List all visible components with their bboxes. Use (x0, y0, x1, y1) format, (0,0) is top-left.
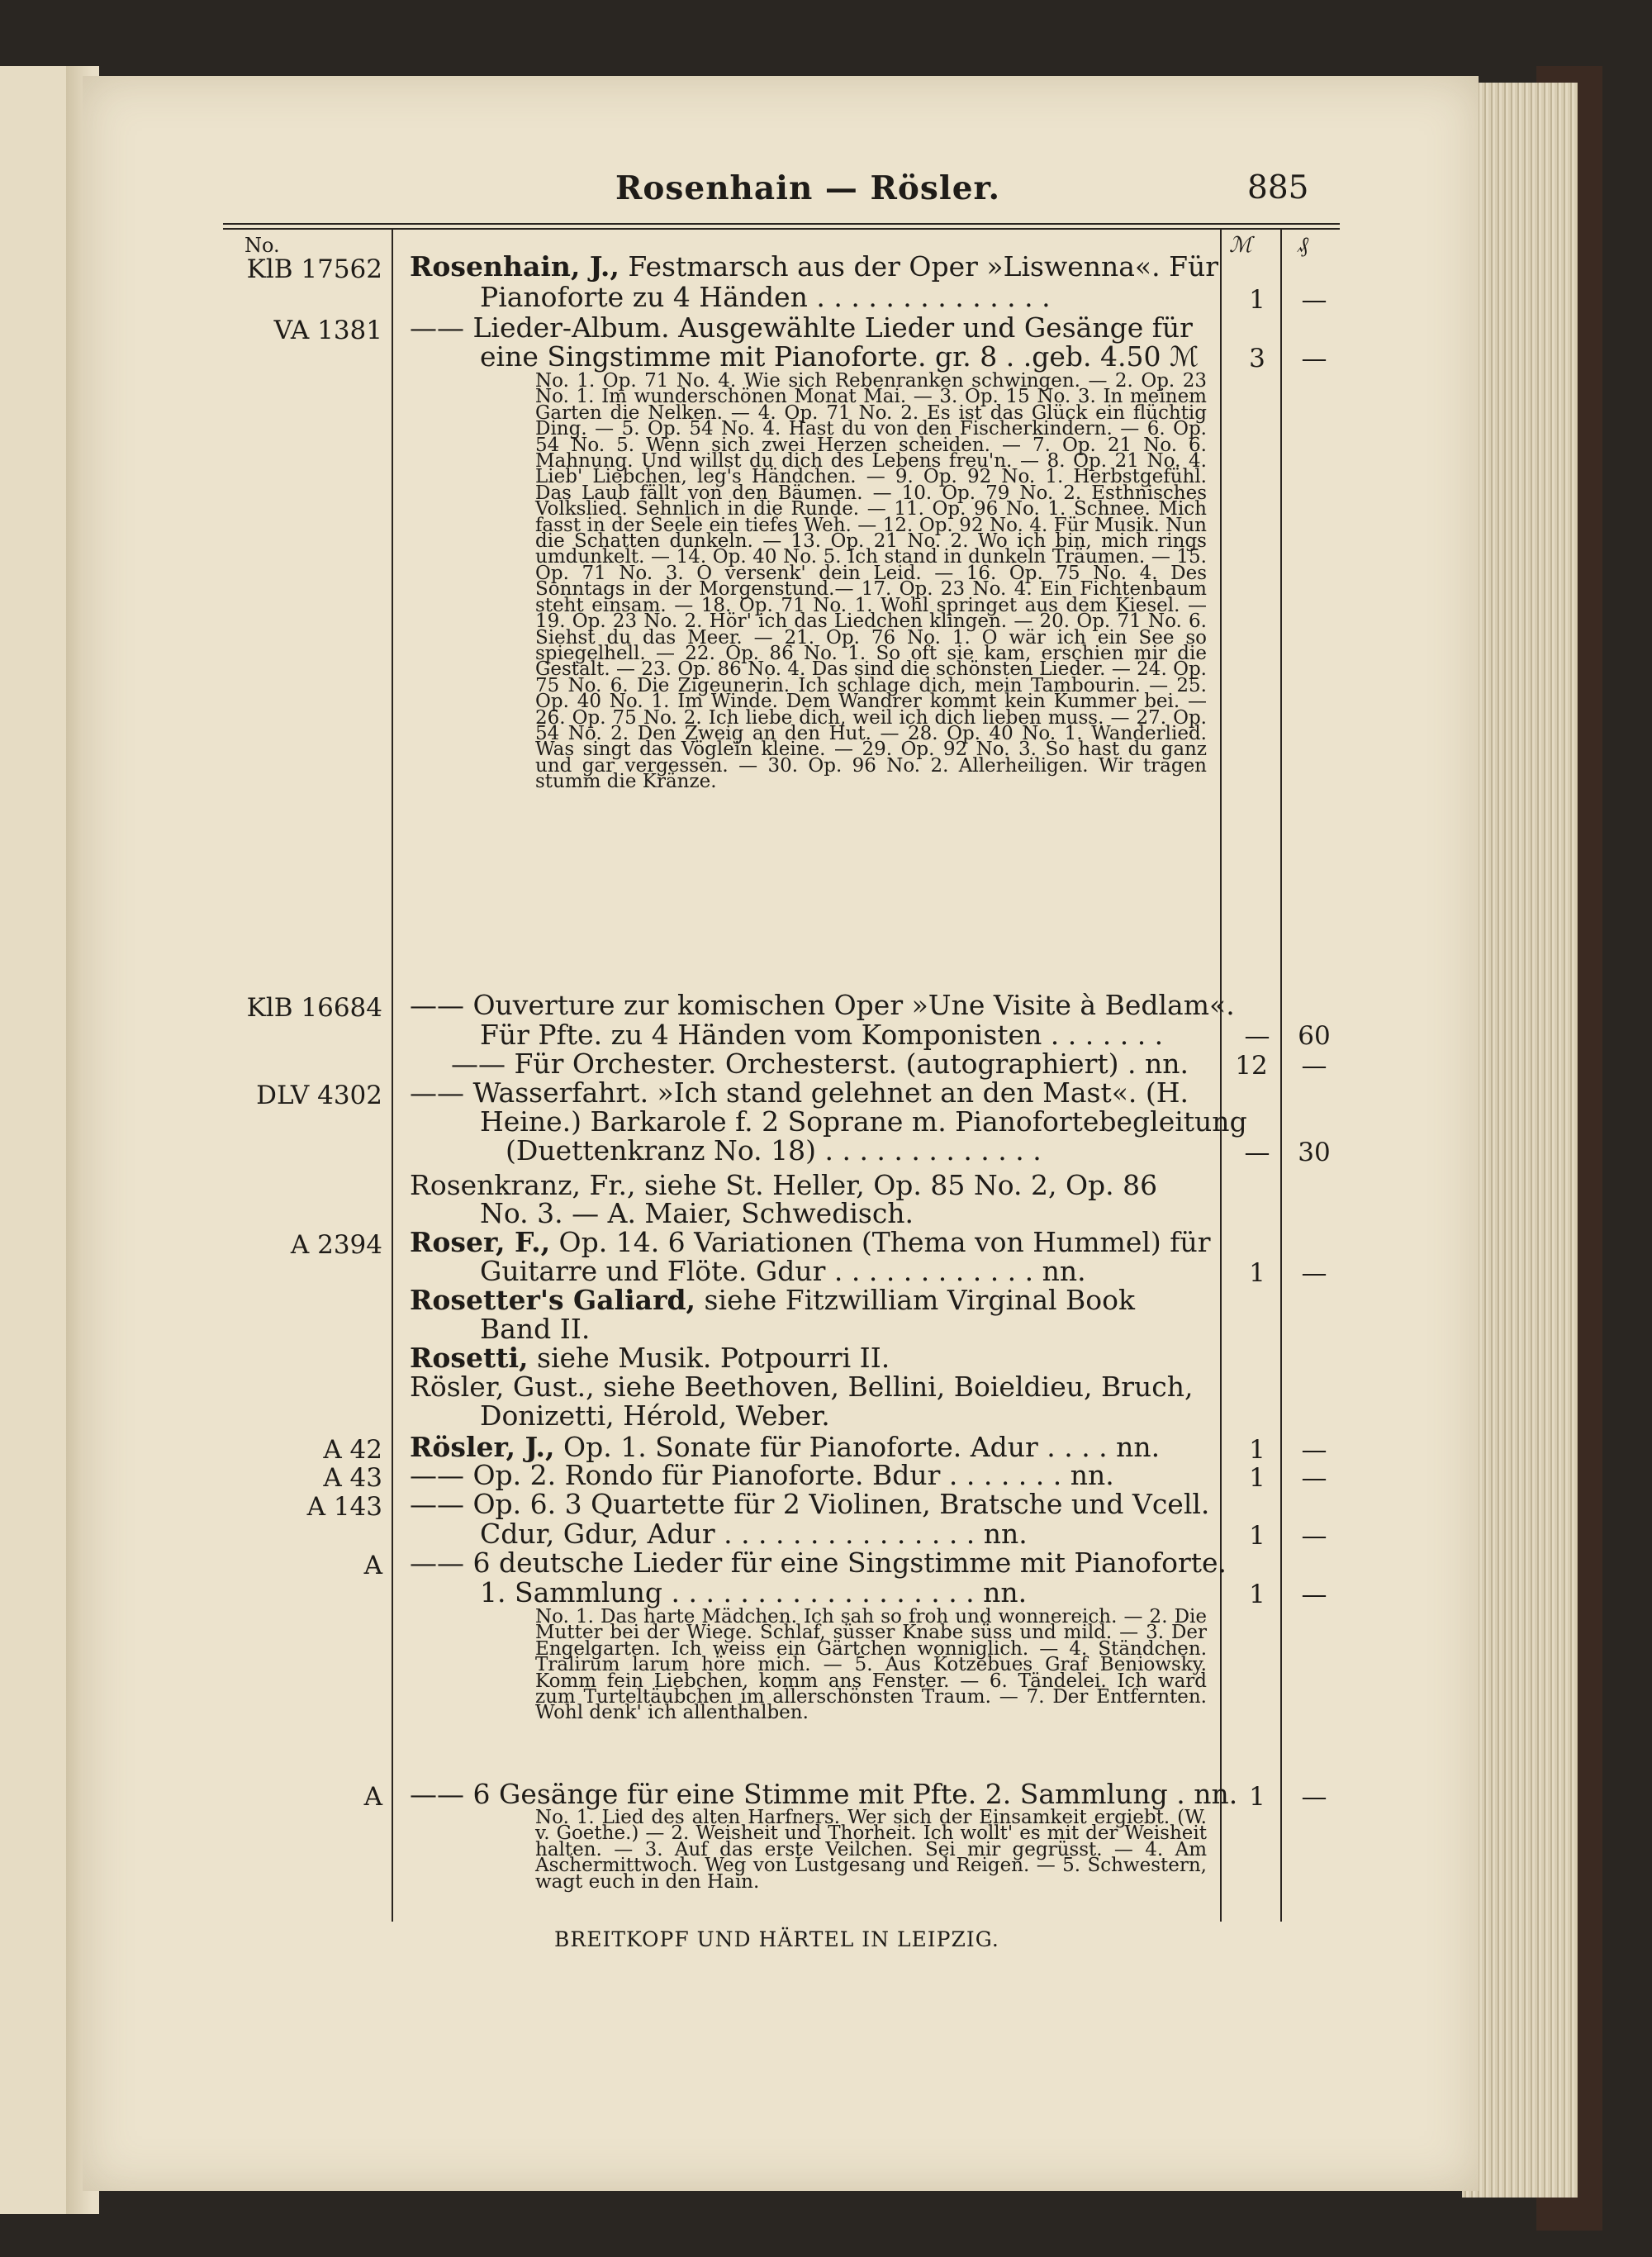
entry-signature: A 2394 (290, 1230, 382, 1260)
price-mark: 1 (1249, 1258, 1265, 1288)
entry-line: —— Wasserfahrt. »Ich stand gelehnet an den Mast«. (H. (410, 1076, 1189, 1109)
entry-line: Rösler, J., Op. 1. Sonate für Pianoforte. Adur . . . . nn. (410, 1431, 1161, 1463)
entry-line: 1. Sammlung . . . . . . . . . . . . . . . . . . nn. (480, 1576, 1028, 1608)
price-pf: — (1301, 344, 1327, 373)
composer-name: Roser, F., (410, 1226, 551, 1258)
pf-column-divider (1280, 228, 1282, 1922)
entry-signature: A 43 (323, 1463, 382, 1493)
entry-signature: DLV 4302 (256, 1081, 382, 1110)
price-pf: — (1301, 1435, 1327, 1465)
header-rule-2 (223, 228, 1340, 230)
column-header-pf: ₰ (1298, 233, 1308, 258)
page-header (0, 169, 1652, 219)
price-mark: 1 (1249, 1521, 1265, 1551)
composer-name: Rösler, J., (410, 1431, 555, 1463)
contents-note: No. 1. Das harte Mädchen. Ich sah so froh und wonnereich. — 2. Die Mutter bei der Wiege. Schlaf, süsser Knabe süss und mild. — 3. Der Engelgarten. Ich weiss ein Gärtchen wonniglich. — 4. Ständchen. Tralirum larum höre mich. — 5. Aus Kotzebues Graf Beniowsky. Komm fein Liebchen, komm ans Fenster. — 6. Tändelei. Ich ward zum Turteltäubchen im allerschönsten Traum. — 7. Der Entfernten. Wohl denk' ich allenthalben. (535, 1606, 1207, 1724)
entry-line: —— Op. 6. 3 Quartette für 2 Violinen, Bratsche und Vcell. (410, 1488, 1210, 1520)
price-mark: — (1244, 1021, 1270, 1051)
entry-line: Donizetti, Hérold, Weber. (480, 1399, 830, 1432)
price-mark: 1 (1249, 285, 1265, 315)
entry-line: Band II. (480, 1313, 591, 1345)
column-header-no: No. (244, 234, 280, 257)
composer-name: Rosetter's Galiard, (410, 1284, 696, 1316)
price-pf: — (1301, 1580, 1327, 1609)
price-mark: — (1244, 1138, 1270, 1167)
page-edges (1462, 83, 1578, 2198)
entry-line: Cdur, Gdur, Adur . . . . . . . . . . . . . . . nn. (480, 1518, 1028, 1550)
running-title: Rosenhain — Rösler. (615, 169, 1001, 207)
entry-signature: A 143 (306, 1492, 382, 1522)
composer-name: Rosetti, (410, 1342, 529, 1374)
price-mark: 3 (1249, 344, 1265, 373)
price-pf: — (1301, 285, 1327, 315)
entry-line: Heine.) Barkarole f. 2 Soprane m. Pianofortebegleitung (480, 1105, 1247, 1138)
entry-line: Guitarre und Flöte. Gdur . . . . . . . . . . . . nn. (480, 1255, 1086, 1287)
contents-note: No. 1. Op. 71 No. 4. Wie sich Rebenranken schwingen. — 2. Op. 23 No. 1. Im wunderschönen Monat Mai. — 3. Op. 15 No. 3. In meinem Garten die Nelken. — 4. Op. 71 No. 2. Es ist das Glück ein flüchtig Ding. — 5. Op. 54 No. 4. Hast du von den Fischerkindern. — 6. Op. 54 No. 5. Wenn sich zwei Herzen scheiden. — 7. Op. 21 No. 6. Mahnung. Und willst du dich des Lebens freu'n. — 8. Op. 21 No. 4. Lieb' Liebchen, leg's Händchen. — 9. Op. 92 No. 1. Herbstgefühl. Das Laub fällt von den Bäumen. — 10. Op. 79 No. 2. Esthnisches Volkslied. Sehnlich in die Runde. — 11. Op. 96 No. 1. Schnee. Mich fasst in der Seele ein tiefes Weh. — 12. Op. 92 No. 4. Für Musik. Nun die Schatten dunkeln. — 13. Op. 21 No. 2. Wo ich bin, mich rings umdunkelt. — 14. Op. 40 No. 5. Ich stand in dunkeln Träumen. — 15. Op. 71 No. 3. O versenk' dein Leid. — 16. Op. 75 No. 4. Des Sonntags in der Morgenstund.— 17. Op. 23 No. 4. Ein Fichtenbaum steht einsam. — 18. Op. 71 No. 1. Wohl springet aus dem Kiesel. — 19. Op. 23 No. 2. Hör' ich das Liedchen klingen. — 20. Op. 71 No. 6. Siehst du das Meer. — 21. Op. 76 No. 1. O wär ich ein See so spiegelhell. — 22. Op. 86 No. 1. So oft sie kam, erschien mir die Gestalt. — 23. Op. 86 No. 4. Das sind die schönsten Lieder. — 24. Op. 75 No. 6. Die Zigeunerin. Ich schlage dich, mein Tambourin. — 25. Op. 40 No. 1. Im Winde. Dem Wandrer kommt kein Kummer bei. — 26. Op. 75 No. 2. Ich liebe dich, weil ich dich lieben muss. — 27. Op. 54 No. 2. Den Zweig an den Hut. — 28. Op. 40 No. 1. Wanderlied. Was singt das Vöglein kleine. — 29. Op. 92 No. 3. So hast du ganz und gar vergessen. — 30. Op. 96 No. 2. Allerheiligen. Wir tragen stumm die Kränze. (535, 370, 1207, 793)
mark-column-divider (1220, 228, 1222, 1922)
entry-line: —— Op. 2. Rondo für Pianoforte. Bdur . . . . . . . nn. (410, 1459, 1114, 1491)
price-pf: — (1301, 1463, 1327, 1493)
price-mark: 1 (1249, 1463, 1265, 1493)
price-pf: 30 (1298, 1138, 1331, 1167)
entry-line: Rosenhain, J., Festmarsch aus der Oper »Liswenna«. Für (410, 250, 1219, 283)
price-pf: — (1301, 1258, 1327, 1288)
entry-line: Rosenkranz, Fr., siehe St. Heller, Op. 85 No. 2, Op. 86 (410, 1169, 1158, 1201)
contents-note: No. 1. Lied des alten Harfners. Wer sich der Einsamkeit ergiebt. (W. v. Goethe.) — 2. Weisheit und Thorheit. Ich wollt' es mit der Weisheit halten. — 3. Auf das erste Veilchen. Sei mir gegrüsst. — 4. Am Aschermittwoch. Weg von Lustgesang und Reigen. — 5. Schwestern, wagt euch in den Hain. (535, 1807, 1207, 1893)
composer-name: Rosenhain, J., (410, 250, 620, 283)
entry-line: —— 6 Gesänge für eine Stimme mit Pfte. 2. Sammlung . nn. (410, 1778, 1238, 1810)
price-pf: — (1301, 1051, 1327, 1081)
entry-signature: KlB 17562 (246, 254, 382, 284)
entry-line: Für Pfte. zu 4 Händen vom Komponisten . . . . . . . (480, 1019, 1164, 1051)
column-header-mark: ℳ (1229, 233, 1252, 258)
entry-line: Rösler, Gust., siehe Beethoven, Bellini, Boieldieu, Bruch, (410, 1371, 1194, 1403)
entry-signature: A 42 (323, 1435, 382, 1465)
entry-line: No. 3. — A. Maier, Schwedisch. (480, 1197, 914, 1229)
entry-line: —— 6 deutsche Lieder für eine Singstimme mit Pianoforte. (410, 1547, 1227, 1579)
price-mark: 12 (1235, 1051, 1268, 1081)
entry-signature: A (363, 1551, 382, 1580)
price-mark: 1 (1249, 1580, 1265, 1609)
publisher-footer: BREITKOPF UND HÄRTEL IN LEIPZIG. (554, 1927, 999, 1951)
price-mark: 1 (1249, 1782, 1265, 1812)
entry-line: Roser, F., Op. 14. 6 Variationen (Thema von Hummel) für (410, 1226, 1211, 1258)
entry-line: Pianoforte zu 4 Händen . . . . . . . . . . . . . . (480, 281, 1051, 313)
price-pf: — (1301, 1521, 1327, 1551)
entry-line: —— Für Orchester. Orchesterst. (autographiert) . nn. (451, 1048, 1189, 1080)
entry-line: Rosetti, siehe Musik. Potpourri II. (410, 1342, 890, 1374)
header-rule (223, 223, 1340, 225)
entry-line: —— Ouverture zur komischen Oper »Une Visite à Bedlam«. (410, 989, 1235, 1021)
price-pf: — (1301, 1782, 1327, 1812)
price-mark: 1 (1249, 1435, 1265, 1465)
entry-line: —— Lieder-Album. Ausgewählte Lieder und Gesänge für (410, 311, 1193, 344)
entry-line: Rosetter's Galiard, siehe Fitzwilliam Virginal Book (410, 1284, 1136, 1316)
price-pf: 60 (1298, 1021, 1331, 1051)
entry-line: eine Singstimme mit Pianoforte. gr. 8 . .geb. 4.50 ℳ (480, 340, 1199, 373)
entry-signature: A (363, 1782, 382, 1812)
signature-column-divider (392, 228, 393, 1922)
entry-signature: KlB 16684 (246, 993, 382, 1023)
entry-line: (Duettenkranz No. 18) . . . . . . . . . . . . . (506, 1134, 1042, 1167)
entry-signature: VA 1381 (273, 316, 382, 345)
page-number: 885 (1247, 169, 1309, 207)
